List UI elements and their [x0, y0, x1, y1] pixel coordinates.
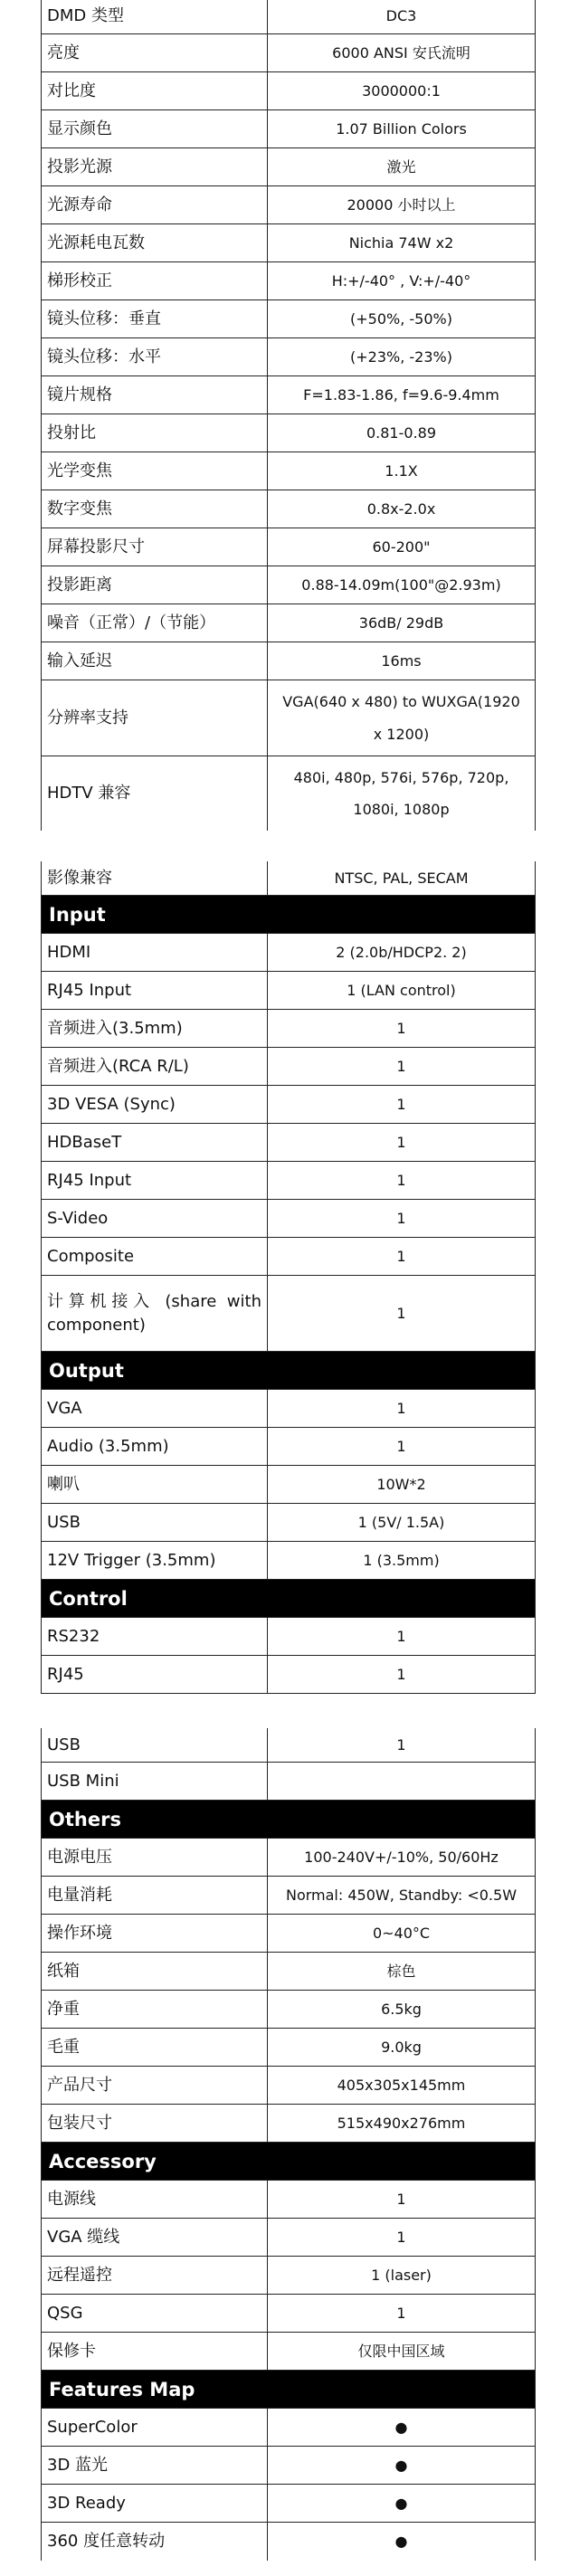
spec-value: 1 (LAN control) — [347, 981, 456, 999]
spec-value: 9.0kg — [381, 2038, 422, 2056]
spec-label: RS232 — [42, 1618, 268, 1655]
feature-dot-icon: ● — [394, 2456, 408, 2474]
spec-label: QSG — [42, 2295, 268, 2332]
spec-label: 远程遥控 — [42, 2257, 268, 2294]
spec-label: 梯形校正 — [42, 262, 268, 299]
spec-row — [42, 566, 535, 604]
spec-value: 36dB/ 29dB — [358, 613, 444, 632]
spec-row — [42, 1763, 535, 1801]
spec-value: DC3 — [385, 6, 417, 24]
spec-row — [42, 452, 535, 490]
spec-row — [42, 1010, 535, 1048]
spec-row — [42, 1124, 535, 1162]
feature-dot-icon: ● — [394, 2418, 408, 2436]
spec-value: 0.88-14.09m(100"@2.93m) — [301, 575, 501, 594]
spec-label: 光学变焦 — [42, 452, 268, 490]
spec-value: 10W*2 — [376, 1475, 426, 1493]
spec-value: 1 — [396, 1095, 406, 1113]
spec-label: SuperColor — [42, 2409, 268, 2446]
spec-row — [42, 376, 535, 414]
spec-label: 光源寿命 — [42, 186, 268, 223]
spec-label: 12V Trigger (3.5mm) — [42, 1542, 268, 1579]
spec-label: HDMI — [42, 934, 268, 971]
spec-row — [42, 1542, 535, 1580]
spec-label: 保修卡 — [42, 2333, 268, 2370]
spec-label: RJ45 Input — [42, 972, 268, 1009]
section-header-others: Others — [42, 1801, 535, 1839]
spec-row — [42, 2181, 535, 2219]
spec-value: 仅限中国区域 — [357, 2342, 445, 2360]
spec-label: USB Mini — [42, 1763, 268, 1800]
spec-row — [42, 2333, 535, 2371]
spec-label: RJ45 — [42, 1656, 268, 1693]
spec-label: 镜头位移：水平 — [42, 338, 268, 375]
spec-label: S-Video — [42, 1200, 268, 1237]
spec-label: 产品尺寸 — [42, 2067, 268, 2104]
spec-label: 喇叭 — [42, 1466, 268, 1503]
spec-value: NTSC, PAL, SECAM — [334, 869, 469, 887]
spec-value: H:+/-40° , V:+/-40° — [331, 271, 471, 290]
spec-row — [42, 1618, 535, 1656]
spec-label: 净重 — [42, 1991, 268, 2028]
spec-row — [42, 2447, 535, 2485]
spec-row — [42, 1428, 535, 1466]
spec-label: DMD 类型 — [42, 0, 268, 33]
spec-value — [268, 1763, 535, 1800]
spec-value: 1.1X — [385, 461, 418, 480]
spec-value: 1 — [396, 1304, 406, 1322]
spec-value: 1 — [396, 1133, 406, 1151]
spec-value: 1 — [396, 1437, 406, 1455]
spec-value: 1 — [396, 2228, 406, 2246]
spec-row — [42, 1991, 535, 2029]
spec-row — [42, 1839, 535, 1877]
spec-row — [42, 1238, 535, 1276]
spec-label: 电量消耗 — [42, 1877, 268, 1914]
spec-value: (+23%, -23%) — [350, 347, 452, 366]
spec-value: 0~40°C — [372, 1924, 431, 1942]
spec-value: 515x490x276mm — [337, 2114, 466, 2132]
spec-value: 1 — [396, 1057, 406, 1075]
spec-value: 1 — [396, 1399, 406, 1417]
spec-label: VGA — [42, 1390, 268, 1427]
spec-label: USB — [42, 1504, 268, 1541]
spec-value: 0.81-0.89 — [366, 423, 437, 442]
spec-value: 1 — [396, 2304, 406, 2322]
spec-row — [42, 186, 535, 224]
spec-value: 1 (laser) — [371, 2266, 432, 2284]
spec-value: 3000000:1 — [362, 81, 441, 100]
spec-value: 1 — [396, 1209, 406, 1227]
spec-label: 分辨率支持 — [42, 680, 268, 756]
spec-row — [42, 604, 535, 642]
spec-value: 1 — [396, 1735, 406, 1754]
spec-value: 棕色 — [386, 1962, 416, 1980]
spec-label: 对比度 — [42, 72, 268, 109]
spec-row — [42, 0, 535, 34]
spec-value: 100-240V+/-10%, 50/60Hz — [304, 1848, 499, 1866]
spec-label: Audio (3.5mm) — [42, 1428, 268, 1465]
spec-label: HDBaseT — [42, 1124, 268, 1161]
spec-label: RJ45 Input — [42, 1162, 268, 1199]
spec-value: 60-200" — [372, 537, 431, 556]
section-header-input: Input — [42, 896, 535, 934]
spec-row — [42, 1728, 535, 1763]
spec-row — [42, 1953, 535, 1991]
spec-block-2 — [41, 861, 536, 1694]
spec-label: 输入延迟 — [42, 642, 268, 680]
spec-row — [42, 262, 535, 300]
spec-row — [42, 2523, 535, 2561]
spec-value: 1.07 Billion Colors — [336, 119, 467, 138]
spec-value: 16ms — [381, 651, 422, 670]
spec-label: 镜头位移：垂直 — [42, 300, 268, 337]
spec-label: VGA 缆线 — [42, 2219, 268, 2256]
spec-label: 纸箱 — [42, 1953, 268, 1990]
spec-label: 噪音（正常）/（节能） — [42, 604, 268, 642]
spec-label: 360 度任意转动 — [42, 2523, 268, 2561]
spec-label: 音频进入(RCA R/L) — [42, 1048, 268, 1085]
spec-value: 1 — [396, 1665, 406, 1683]
spec-value: VGA(640 x 480) to WUXGA(1920 x 1200) — [282, 693, 520, 743]
spec-row — [42, 1504, 535, 1542]
spec-label: 屏幕投影尺寸 — [42, 528, 268, 566]
spec-row — [42, 2295, 535, 2333]
spec-row — [42, 1200, 535, 1238]
feature-dot-icon: ● — [394, 2533, 408, 2551]
spec-label: 投射比 — [42, 414, 268, 452]
spec-row — [42, 1877, 535, 1915]
spec-row — [42, 2105, 535, 2143]
spec-value: 0.8x-2.0x — [366, 499, 436, 518]
spec-row — [42, 414, 535, 452]
spec-row — [42, 1466, 535, 1504]
spec-label: 投影距离 — [42, 566, 268, 604]
spec-value: 405x305x145mm — [337, 2076, 466, 2094]
spec-row — [42, 72, 535, 110]
spec-row — [42, 1390, 535, 1428]
spec-label: 毛重 — [42, 2029, 268, 2066]
spec-label: 操作环境 — [42, 1915, 268, 1952]
spec-value: 1 — [396, 1627, 406, 1645]
spec-row — [42, 148, 535, 186]
spec-label: HDTV 兼容 — [42, 756, 268, 831]
spec-block-1 — [41, 0, 536, 831]
spec-value: (+50%, -50%) — [350, 309, 452, 328]
spec-row — [42, 2485, 535, 2523]
section-header-control: Control — [42, 1580, 535, 1618]
spec-row — [42, 2409, 535, 2447]
spec-value: Nichia 74W x2 — [348, 233, 454, 252]
spec-label: 3D 蓝光 — [42, 2447, 268, 2484]
spec-label: 包装尺寸 — [42, 2105, 268, 2142]
spec-value: 2 (2.0b/HDCP2. 2) — [336, 943, 467, 961]
spec-label: 3D Ready — [42, 2485, 268, 2522]
spec-row — [42, 861, 535, 896]
spec-value: 1 (5V/ 1.5A) — [357, 1513, 445, 1531]
spec-value: 1 — [396, 1019, 406, 1037]
spec-label: 显示颜色 — [42, 110, 268, 147]
spec-row — [42, 338, 535, 376]
spec-row — [42, 1656, 535, 1694]
spec-label: Composite — [42, 1238, 268, 1275]
spec-label: 音频进入(3.5mm) — [42, 1010, 268, 1047]
spec-row — [42, 680, 535, 756]
spec-label: 影像兼容 — [42, 861, 268, 895]
spec-label: 电源线 — [42, 2181, 268, 2218]
spec-row — [42, 300, 535, 338]
section-header-features-map: Features Map — [42, 2371, 535, 2409]
spec-value: 1 — [396, 2190, 406, 2208]
feature-dot-icon: ● — [394, 2494, 408, 2512]
spec-row — [42, 972, 535, 1010]
spec-row — [42, 1276, 535, 1352]
spec-label: 计算机接入 (share with component) — [42, 1276, 268, 1351]
section-header-output: Output — [42, 1352, 535, 1390]
spec-row — [42, 756, 535, 831]
spec-value: 6.5kg — [381, 2000, 422, 2018]
spec-label: 光源耗电瓦数 — [42, 224, 268, 261]
spec-row — [42, 528, 535, 566]
spec-value: 1 (3.5mm) — [363, 1551, 440, 1569]
section-header-accessory: Accessory — [42, 2143, 535, 2181]
spec-value: 480i, 480p, 576i, 576p, 720p, 1080i, 1080p — [293, 768, 509, 818]
spec-row — [42, 490, 535, 528]
spec-row — [42, 2257, 535, 2295]
spec-value: F=1.83-1.86, f=9.6-9.4mm — [303, 385, 499, 404]
spec-value: Normal: 450W, Standby: <0.5W — [285, 1886, 518, 1904]
spec-value: 20000 小时以上 — [347, 195, 456, 214]
spec-row — [42, 2067, 535, 2105]
spec-row — [42, 224, 535, 262]
spec-value: 1 — [396, 1171, 406, 1189]
spec-row — [42, 34, 535, 72]
spec-label: 电源电压 — [42, 1839, 268, 1876]
spec-row — [42, 1915, 535, 1953]
spec-value: 6000 ANSI 安氏流明 — [332, 43, 470, 62]
spec-row — [42, 934, 535, 972]
spec-row — [42, 1048, 535, 1086]
spec-label: 亮度 — [42, 34, 268, 71]
spec-row — [42, 2219, 535, 2257]
spec-label: 镜片规格 — [42, 376, 268, 413]
spec-block-3 — [41, 1728, 536, 2561]
spec-row — [42, 1086, 535, 1124]
spec-label: 数字变焦 — [42, 490, 268, 528]
spec-value: 1 — [396, 1247, 406, 1265]
spec-row — [42, 1162, 535, 1200]
spec-label: 3D VESA (Sync) — [42, 1086, 268, 1123]
spec-label: 投影光源 — [42, 148, 268, 185]
spec-row — [42, 642, 535, 680]
spec-label: USB — [42, 1728, 268, 1762]
spec-row — [42, 110, 535, 148]
spec-value: 激光 — [386, 157, 416, 176]
spec-row — [42, 2029, 535, 2067]
